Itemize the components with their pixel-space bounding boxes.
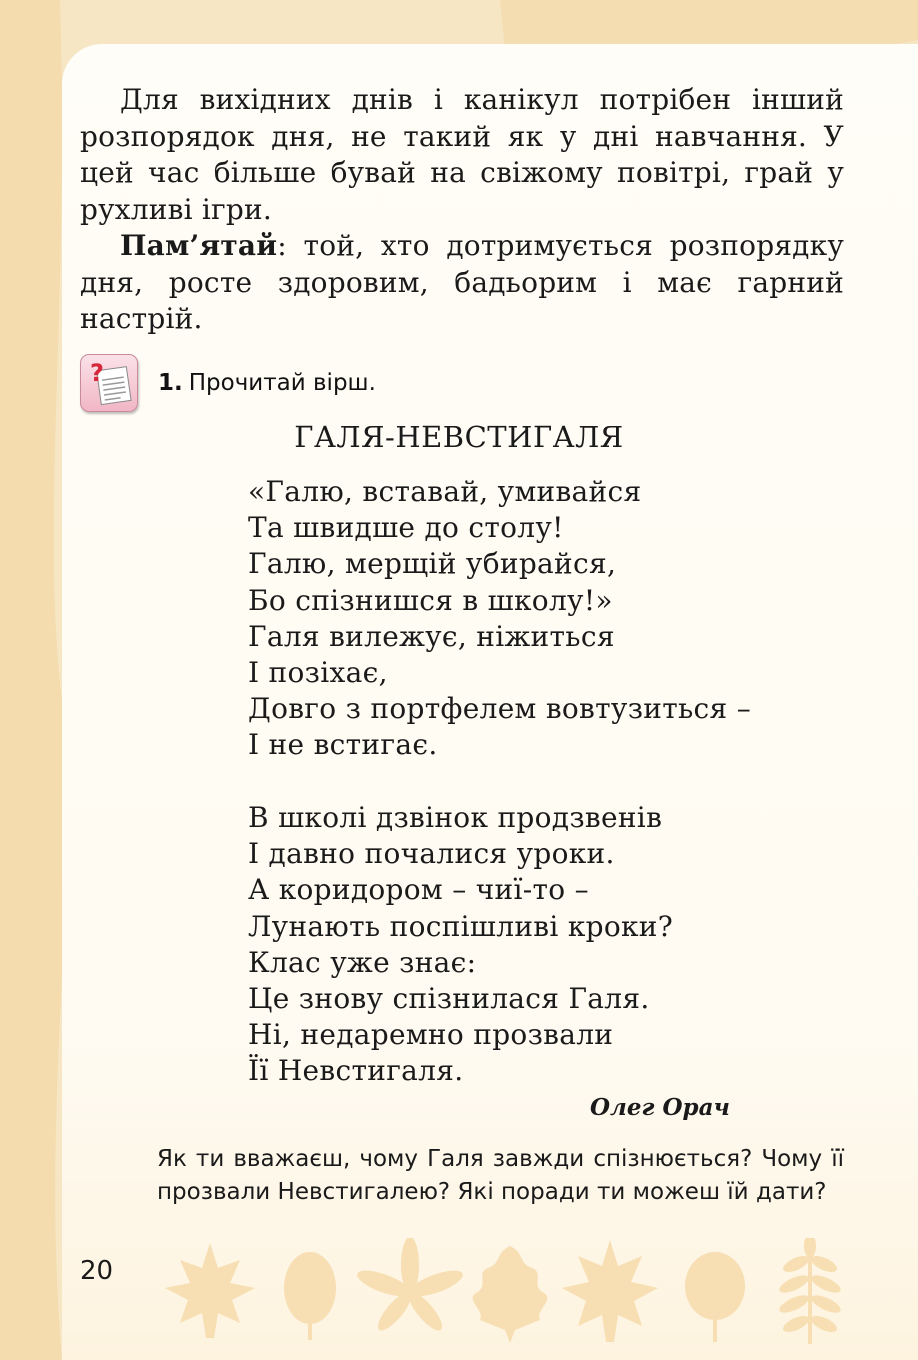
poem-line: Це знову спізнилася Галя. xyxy=(248,982,650,1016)
poem-line: Бо спізнишся в школу!» xyxy=(248,583,613,617)
paragraph-weekend: Для вихідних днів і канікул потрібен інший розпорядок дня, не такий як у дні навчання. У цей час більше бувай на свіжому повітрі, грай у рухливі ігри. xyxy=(80,83,844,226)
svg-text:?: ? xyxy=(90,359,104,387)
maple-leaf-icon xyxy=(165,1243,255,1338)
poem-line: І давно почалися уроки. xyxy=(248,837,615,871)
task-instruction: 1. Прочитай вірш. xyxy=(158,370,376,396)
round-leaf-icon xyxy=(685,1252,745,1320)
poem-line: Та швидше до столу! xyxy=(248,511,564,545)
decorative-leaves xyxy=(160,1238,860,1348)
question-worksheet-icon xyxy=(80,354,138,412)
remember-label: Пам’ятай xyxy=(120,229,278,262)
poem-line: В школі дзвінок продзвенів xyxy=(248,801,663,834)
rowan-leaf-icon xyxy=(777,1238,843,1344)
poem-line: Ні, недаремно прозвали xyxy=(248,1018,614,1052)
poem-author: Олег Орач xyxy=(590,1094,730,1121)
poem-line: Лунають поспішливі кроки? xyxy=(248,909,674,943)
poem-line: «Галю, вставай, умивайся xyxy=(248,475,642,508)
poem-line: Її Невстигаля. xyxy=(248,1054,464,1088)
poem-stanza-2 xyxy=(248,800,673,1090)
poem-line: І позіхає, xyxy=(248,656,388,690)
poem-line: І не встигає. xyxy=(248,728,438,762)
paragraph-remember: Пам’ятай: той, хто дотримується розпорядку дня, росте здоровим, бадьорим і має гарний настрій. xyxy=(80,229,844,335)
task-1 xyxy=(80,354,680,412)
poem-line: Клас уже знає: xyxy=(248,945,477,979)
oak-leaf-icon xyxy=(473,1246,548,1343)
maple-leaf-icon xyxy=(562,1240,658,1342)
poem-stanza-1 xyxy=(248,474,751,764)
poem-line: А коридором – чиї-то – xyxy=(248,873,589,907)
poem-title: ГАЛЯ-НЕВСТИГАЛЯ xyxy=(294,420,624,454)
chestnut-leaf-icon xyxy=(354,1238,465,1335)
poem-line: Галя вилежує, ніжиться xyxy=(248,619,615,653)
round-leaf-icon xyxy=(284,1252,336,1324)
page-number: 20 xyxy=(80,1256,114,1286)
poem-line: Довго з портфелем вовтузиться – xyxy=(248,692,752,726)
discussion-question: Як ти вважаєш, чому Галя завжди спізнюється? Чому її прозвали Невстигалею? Які поради ти можеш їй дати? xyxy=(157,1146,844,1205)
poem-line: Галю, мерщій убирайся, xyxy=(248,547,617,581)
